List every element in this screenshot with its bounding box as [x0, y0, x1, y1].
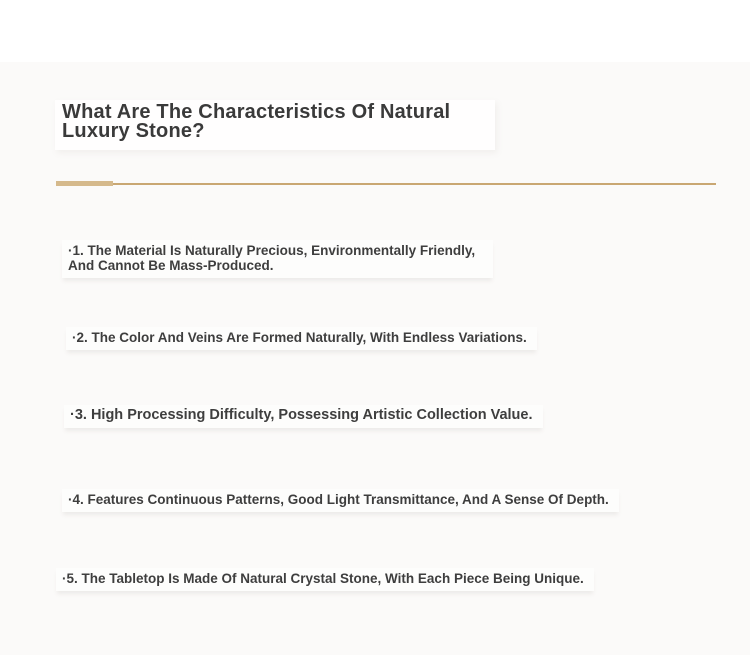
list-item: ·1. The Material Is Naturally Precious, Environmentally Friendly, And Cannot Be Mass-Produced.: [62, 240, 493, 278]
section-divider: [56, 181, 716, 187]
divider-accent-segment: [56, 181, 113, 186]
title-box: [55, 100, 495, 150]
list-item: ·5. The Tabletop Is Made Of Natural Crystal Stone, With Each Piece Being Unique.: [56, 568, 594, 591]
divider-line: [113, 183, 716, 185]
list-item: ·4. Features Continuous Patterns, Good Light Transmittance, And A Sense Of Depth.: [62, 489, 619, 512]
list-item: ·3. High Processing Difficulty, Possessing Artistic Collection Value.: [64, 405, 543, 428]
page-title: What Are The Characteristics Of Natural Luxury Stone?: [62, 101, 451, 142]
list-item: ·2. The Color And Veins Are Formed Naturally, With Endless Variations.: [66, 327, 537, 350]
top-white-band: [0, 0, 750, 62]
